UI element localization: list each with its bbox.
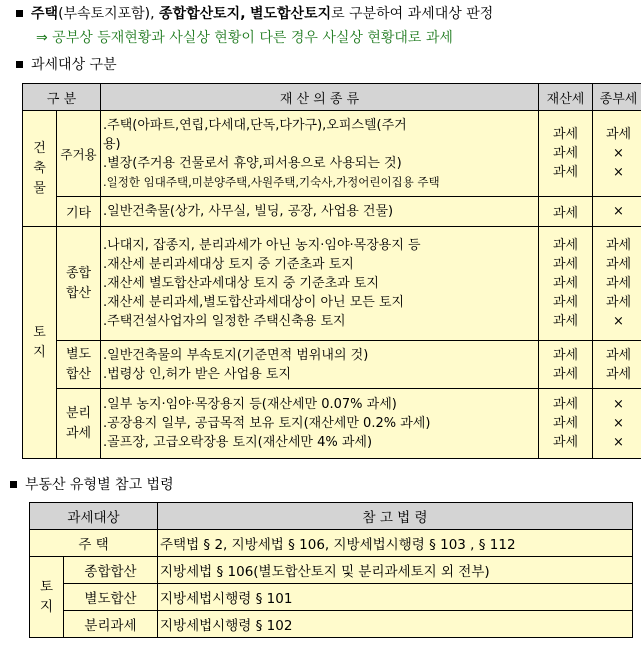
intro-bold-house: 주택 [31, 6, 59, 22]
comprehensive-jaesanse [539, 227, 593, 341]
separate-jaesanse [539, 341, 593, 389]
cell-value: 과세 [552, 238, 579, 253]
other-jongbuse: × [593, 197, 641, 227]
header-target: 과세대상 [30, 503, 158, 530]
intro-bold-comprehensive: 종합합산토지, [159, 6, 246, 22]
comprehensive-jongbuse [593, 227, 641, 341]
cell-value: 과세 [552, 435, 579, 450]
separate-label: 별도 합산 [57, 341, 101, 389]
list-item: .재산세 분리과세,별도합산과세대상이 아닌 모든 토지 [103, 295, 405, 310]
list-item: .골프장, 고급오락장용 토지(재산세만 4% 과세) [103, 435, 373, 450]
other-jaesanse: 과세 [539, 197, 593, 227]
intro-text-b: 로 구분하여 과세대상 판정 [331, 6, 494, 22]
list-item: .법령상 인,허가 받은 사업용 토지 [103, 366, 292, 382]
header-jaesanse: 재산세 [539, 84, 593, 111]
intro-bold-separate: 별도합산토지 [249, 6, 332, 22]
cell-value: 과세 [552, 314, 579, 329]
section2-title-text: 부동산 유형별 참고 법령 [25, 477, 174, 493]
cell-value: 과세 [605, 238, 632, 253]
list-item: .공장용지 일부, 공급목적 보유 토지(재산세만 0.2% 과세) [103, 416, 431, 431]
list-item: .재산세 별도합산과세대상 토지 중 기준초과 토지 [103, 276, 379, 291]
section2-title [10, 474, 174, 494]
list-item: .일반건축물의 부속토지(기준면적 범위내의 것) [103, 347, 369, 363]
cell-value: × [613, 165, 624, 180]
cell-value: 과세 [552, 127, 579, 142]
segregated-law: 지방세법시행령 § 102 [158, 611, 633, 638]
cell-value: 과세 [552, 347, 579, 363]
separate-jongbuse [593, 341, 641, 389]
residential-label: 주거용 [57, 111, 101, 197]
cell-value: 과세 [605, 295, 632, 310]
segregated-jongbuse [593, 389, 641, 459]
house-law: 주택법 § 2, 지방세법 § 106, 지방세법시행령 § 103 , § 112 [158, 530, 633, 557]
cell-value: 과세 [605, 276, 632, 291]
cell-value: 과세 [552, 276, 579, 291]
residential-items [101, 111, 539, 197]
comprehensive-law: 지방세법 § 106(별도합산토지 및 분리과세토지 외 전부) [158, 557, 633, 584]
cell-value: 과세 [552, 366, 579, 382]
house-label: 주 택 [30, 530, 158, 557]
header-gubun: 구 분 [23, 84, 101, 111]
separate-law: 지방세법시행령 § 101 [158, 584, 633, 611]
cell-value: 과세 [552, 165, 579, 180]
separate-label-2: 별도합산 [64, 584, 158, 611]
other-building-label: 기타 [57, 197, 101, 227]
list-item: .주택건설사업자의 일정한 주택신축용 토지 [103, 314, 346, 329]
bullet-icon [16, 61, 23, 68]
building-label: 건 축 물 [23, 111, 57, 227]
cell-value: 과세 [552, 295, 579, 310]
cell-value: 과세 [605, 257, 632, 272]
intro-text-a: (부속토지포함), [58, 6, 155, 22]
cell-value: × [613, 397, 624, 412]
tax-target-table [22, 83, 641, 459]
bullet-icon [16, 10, 23, 17]
comprehensive-label-2: 종합합산 [64, 557, 158, 584]
intro-line-2: ⇒ 공부상 등재현황과 사실상 현황이 다른 경우 사실상 현황대로 과세 [36, 30, 453, 46]
cell-value: × [613, 435, 624, 450]
list-item: .나대지, 잡종지, 분리과세가 아닌 농지·임야·목장용지 등 [103, 238, 421, 253]
list-item: .주택(아파트,연립,다세대,단독,다가구),오피스텔(주거 [103, 117, 407, 133]
cell-value: 과세 [552, 397, 579, 412]
section1-title-text: 과세대상 구분 [31, 57, 117, 73]
comprehensive-items [101, 227, 539, 341]
list-item: 용) [103, 136, 121, 152]
list-item: .일반건축물(상가, 사무실, 빌딩, 공장, 사업용 건물) [103, 204, 394, 219]
cell-value: 과세 [605, 347, 632, 363]
segregated-label-2: 분리과세 [64, 611, 158, 638]
land-label: 토 지 [23, 227, 57, 459]
section1-title [16, 54, 117, 74]
bullet-icon [10, 481, 17, 488]
reference-law-table [29, 502, 633, 638]
list-item: .일정한 임대주택,미분양주택,사원주택,기숙사,가정어린이집용 주택 [103, 174, 440, 189]
cell-value: × [613, 416, 624, 431]
cell-value: 과세 [552, 257, 579, 272]
cell-value: × [613, 314, 624, 329]
cell-value: 과세 [605, 127, 632, 142]
list-item: .별장(주거용 건물로서 휴양,피서용으로 사용되는 것) [103, 155, 402, 171]
header-jaesan: 재 산 의 종 류 [101, 84, 539, 111]
other-building-items [101, 197, 539, 227]
list-item: .재산세 분리과세대상 토지 중 기준초과 토지 [103, 257, 354, 272]
comprehensive-label: 종합 합산 [57, 227, 101, 341]
intro-line-1 [16, 3, 493, 23]
list-item: .일부 농지·임야·목장용지 등(재산세만 0.07% 과세) [103, 397, 397, 412]
segregated-label: 분리 과세 [57, 389, 101, 459]
cell-value: 과세 [552, 146, 579, 161]
header-jongbuse: 종부세 [593, 84, 641, 111]
cell-value: 과세 [552, 416, 579, 431]
separate-items [101, 341, 539, 389]
segregated-items [101, 389, 539, 459]
cell-value: × [613, 146, 624, 161]
residential-jaesanse [539, 111, 593, 197]
land-label-2: 토 지 [30, 557, 64, 638]
segregated-jaesanse [539, 389, 593, 459]
residential-jongbuse [593, 111, 641, 197]
header-law: 참 고 법 령 [158, 503, 633, 530]
cell-value: 과세 [605, 366, 632, 382]
